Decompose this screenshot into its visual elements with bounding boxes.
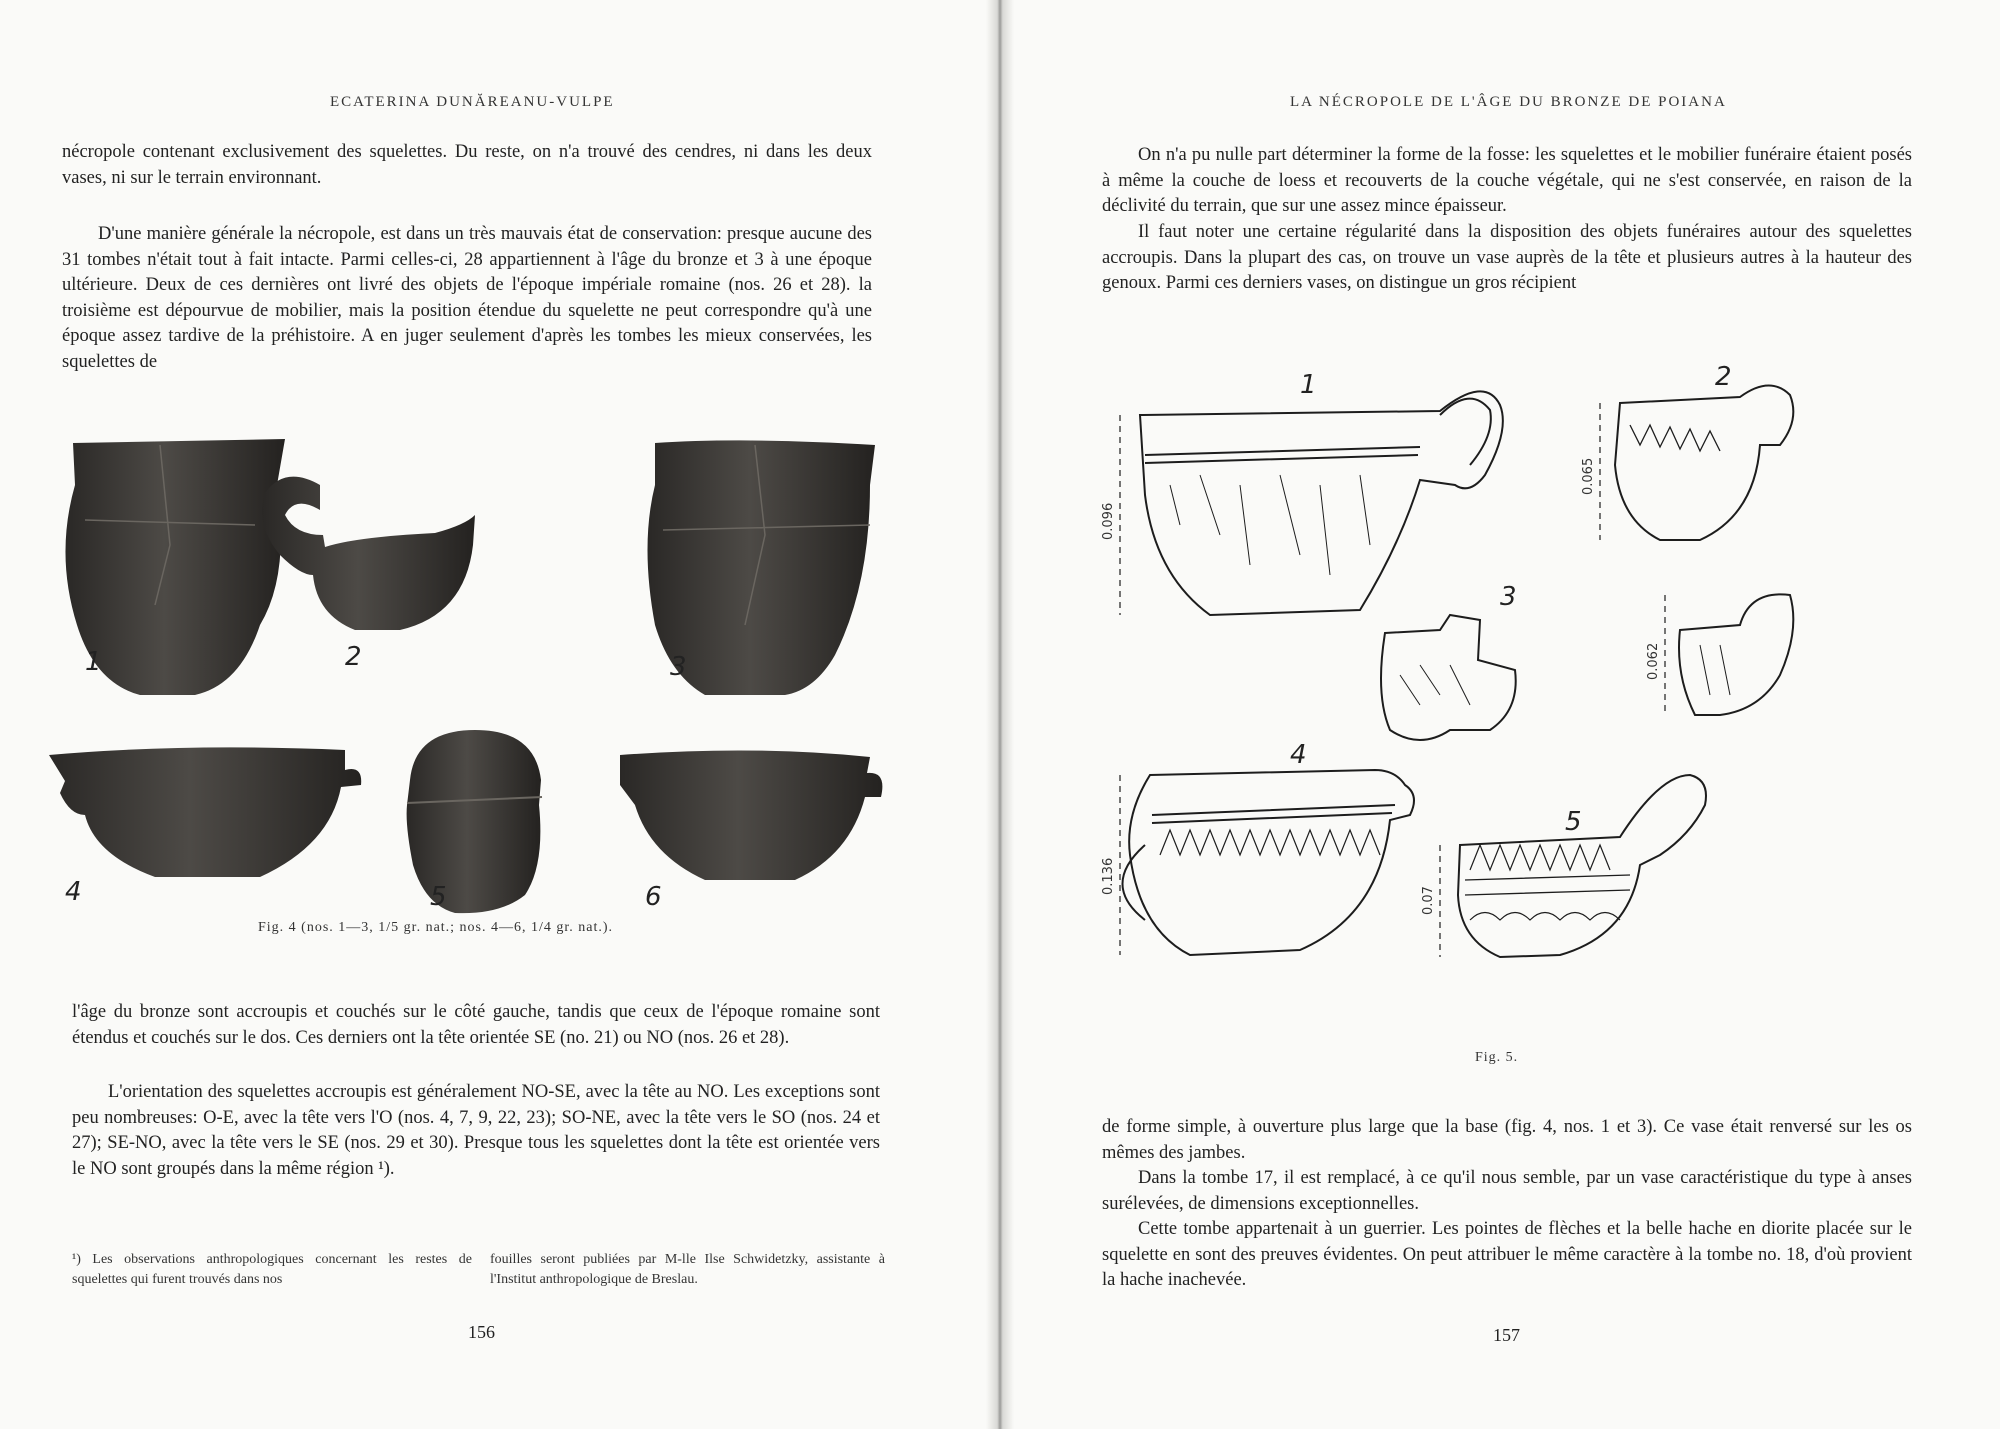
paragraph: l'âge du bronze sont accroupis et couchés sur le côté gauche, tandis que ceux de l'époque romaine sont étendus et couchés sur le dos. Ces derniers ont la tête orientée SE (no. 21) ou NO (nos. 26 et 28).	[72, 1002, 880, 1048]
dimension-label: 0.062	[1646, 642, 1661, 680]
paragraph: Cette tombe appartenait à un guerrier. Les pointes de flèches et la belle hache en diorite placée sur le squelette en sont des preuves évidentes. On peut attribuer le même caractère à la tombe no. 18, d'où provient la hache inachevée.	[1102, 1219, 1912, 1290]
figure-4-photographs	[55, 425, 885, 925]
drawing-vessel-2	[1615, 385, 1793, 540]
page-number: 157	[1493, 1325, 1520, 1345]
paragraph: On n'a pu nulle part déterminer la forme de la fosse: les squelettes et le mobilier funéraire étaient posés à même la couche de loess et recouverts de la couche végétale, qui ne s'est conservée, en raison de la déclivité du terrain, que sur une assez mince épaisseur.	[1102, 145, 1912, 216]
right-page	[1000, 0, 2000, 1429]
footnote: fouilles seront publiées par M-lle Ilse Schwidetzky, assistante à l'Institut anthropologique de Breslau.	[490, 1252, 885, 1287]
figure-number: 3	[670, 652, 687, 682]
page-number: 156	[468, 1322, 495, 1342]
figure-caption: Fig. 5.	[1475, 1050, 1519, 1065]
dimension-label: 0.096	[1101, 502, 1116, 540]
figure-number: 4	[1290, 740, 1307, 770]
figure-number: 6	[645, 882, 662, 912]
drawing-vessel-4	[1123, 770, 1415, 955]
figure-number: 2	[345, 642, 362, 672]
figure-number: 2	[1715, 362, 1732, 392]
paragraph: D'une manière générale la nécropole, est dans un très mauvais état de conservation: presque aucune des 31 tombes n'était tout à fait intacte. Parmi celles-ci, 28 appartiennent à l'âge du bronze et 3 à une époque ultérieure. Deux de ces dernières ont livré des objets de l'époque impériale romaine (nos. 26 et 28). la troisième est dépourvue de mobilier, mais la position étendue du squelette ne peut correspondre qu'à une époque assez tardive de la préhistoire. A en juger seulement d'après les tombes les mieux conservées, les squelettes de	[62, 224, 872, 372]
paragraph: L'orientation des squelettes accroupis est généralement NO-SE, avec la tête au NO. Les exceptions sont peu nombreuses: O-E, avec la tête vers l'O (nos. 4, 7, 9, 22, 23); SO-NE, avec la tête vers le SO (nos. 24 et 27); SE-NO, avec la tête vers le SE (nos. 29 et 30). Presque tous les squelettes dont la tête est orientée vers le NO sont groupés dans la même région ¹).	[72, 1082, 880, 1179]
running-head-left: ECATERINA DUNĂREANU-VULPE	[330, 94, 615, 110]
figure-number: 5	[430, 882, 447, 912]
vessel-6	[620, 750, 882, 880]
paragraph: de forme simple, à ouverture plus large que la base (fig. 4, nos. 1 et 3). Ce vase était renversé sur les os mêmes des jambes.	[1102, 1117, 1912, 1163]
footnote: ¹) Les observations anthropologiques concernant les restes de squelettes qui furent trouvés dans nos	[72, 1252, 472, 1287]
dimension-label: 0.065	[1581, 457, 1596, 495]
figure-5-drawings	[1100, 362, 1900, 1035]
running-head-right: LA NÉCROPOLE DE L'ÂGE DU BRONZE DE POIANA	[1290, 94, 1727, 110]
dimension-label: 0.136	[1101, 857, 1116, 895]
paragraph: Il faut noter une certaine régularité dans la disposition des objets funéraires autour des squelettes accroupis. Dans la plupart des cas, on trouve un vase auprès de la tête et plusieurs autres à la hauteur des genoux. Parmi ces derniers vases, on distingue un gros récipient	[1102, 222, 1912, 293]
drawing-vessel-3	[1381, 594, 1793, 740]
figure-number: 1	[85, 647, 102, 677]
figure-caption: Fig. 4 (nos. 1—3, 1/5 gr. nat.; nos. 4—6, 1/4 gr. nat.).	[258, 920, 614, 935]
paragraph: Dans la tombe 17, il est remplacé, à ce qu'il nous semble, par un vase caractéristique du type à anses surélevées, de dimensions exceptionnelles.	[1102, 1168, 1912, 1214]
vessel-2	[262, 477, 475, 630]
vessel-5	[407, 730, 541, 913]
drawing-vessel-1	[1140, 391, 1503, 615]
vessel-4	[49, 747, 361, 877]
figure-number: 3	[1500, 582, 1517, 612]
figure-number: 1	[1300, 370, 1317, 400]
paragraph: nécropole contenant exclusivement des squelettes. Du reste, on n'a trouvé des cendres, ni dans les deux vases, ni sur le terrain environnant.	[62, 142, 872, 188]
figure-number: 5	[1565, 807, 1582, 837]
dimension-label: 0.07	[1421, 886, 1436, 915]
drawing-vessel-5	[1458, 775, 1706, 957]
figure-number: 4	[65, 877, 82, 907]
